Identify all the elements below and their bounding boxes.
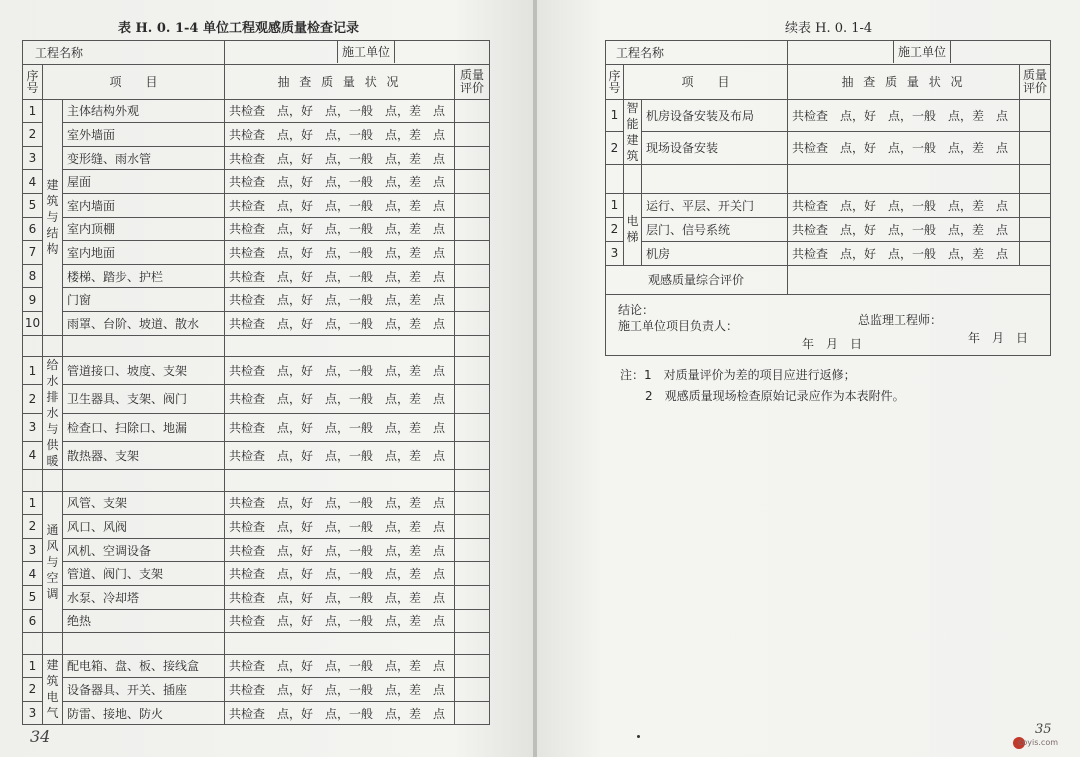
construction-unit-cell-right <box>788 41 1051 65</box>
construction-unit-label-right: 施工单位 <box>893 41 951 63</box>
blank-cell <box>23 633 43 655</box>
row-number: 5 <box>23 193 43 217</box>
page-dot <box>637 735 640 738</box>
row-number: 6 <box>23 609 43 633</box>
quality-eval <box>455 241 490 265</box>
table-row <box>23 288 490 312</box>
category-label: 给水排水与供暖 <box>43 357 63 470</box>
table-row <box>23 678 490 702</box>
row-number: 7 <box>23 241 43 265</box>
check-status: 共检查 点，好 点，一般 点，差 点 <box>225 491 455 515</box>
check-status: 共检查 点，好 点，一般 点，差 点 <box>225 288 455 312</box>
row-number: 3 <box>23 413 43 441</box>
check-status: 共检查 点，好 点，一般 点，差 点 <box>788 132 1020 165</box>
table-row <box>606 99 1051 132</box>
check-status: 共检查 点，好 点，一般 点，差 点 <box>788 241 1020 265</box>
table-row <box>23 357 490 385</box>
item-name: 层门、信号系统 <box>642 217 788 241</box>
blank-cell <box>225 470 455 492</box>
row-number: 4 <box>23 562 43 586</box>
table-row <box>23 413 490 441</box>
check-status: 共检查 点，好 点，一般 点，差 点 <box>225 385 455 413</box>
check-status: 共检查 点，好 点，一般 点，差 点 <box>225 99 455 123</box>
quality-eval <box>1020 99 1051 132</box>
quality-eval <box>455 678 490 702</box>
blank-cell <box>642 164 788 193</box>
item-name: 室外墙面 <box>63 123 225 147</box>
quality-eval <box>1020 217 1051 241</box>
row-number: 2 <box>23 515 43 539</box>
quality-eval <box>455 264 490 288</box>
note-1: 注：1 对质量评价为差的项目应进行返修； <box>620 368 856 382</box>
item-name: 绝热 <box>63 609 225 633</box>
watermark-text: coyis.com <box>1017 738 1058 747</box>
blank-cell <box>1020 164 1051 193</box>
quality-eval <box>455 217 490 241</box>
table-row <box>23 193 490 217</box>
row-number: 3 <box>606 241 624 265</box>
blank-cell <box>63 633 225 655</box>
check-status: 共检查 点，好 点，一般 点，差 点 <box>225 654 455 678</box>
right-inspection-table <box>605 40 1051 356</box>
date-left: 年 月 日 <box>802 336 863 351</box>
check-status: 共检查 点，好 点，一般 点，差 点 <box>225 146 455 170</box>
table-row <box>23 654 490 678</box>
category-label: 建筑电气 <box>43 654 63 725</box>
item-name: 管道、阀门、支架 <box>63 562 225 586</box>
check-status: 共检查 点，好 点，一般 点，差 点 <box>225 170 455 194</box>
overall-eval-value-cell <box>788 265 1051 294</box>
check-status: 共检查 点，好 点，一般 点，差 点 <box>225 357 455 385</box>
quality-eval <box>455 146 490 170</box>
item-name: 现场设备安装 <box>642 132 788 165</box>
construction-unit-cell <box>225 41 490 65</box>
project-name-label: 工程名称 <box>35 45 84 60</box>
item-name: 门窗 <box>63 288 225 312</box>
check-status: 共检查 点，好 点，一般 点，差 点 <box>225 538 455 562</box>
item-name: 运行、平层、开关门 <box>642 193 788 217</box>
table-row <box>23 585 490 609</box>
item-name: 设备器具、开关、插座 <box>63 678 225 702</box>
overall-eval-label-cell <box>606 265 788 294</box>
item-name: 散热器、支架 <box>63 441 225 469</box>
table-row <box>23 217 490 241</box>
item-name: 风管、支架 <box>63 491 225 515</box>
item-name: 卫生器具、支架、阀门 <box>63 385 225 413</box>
check-status: 共检查 点，好 点，一般 点，差 点 <box>225 217 455 241</box>
check-status: 共检查 点，好 点，一般 点，差 点 <box>788 193 1020 217</box>
group-separator <box>23 470 490 492</box>
note-2: 2 观感质量现场检查原始记录应作为本表附件。 <box>645 389 905 403</box>
project-name-cell <box>23 41 225 65</box>
blank-cell <box>43 633 63 655</box>
row-number: 5 <box>23 585 43 609</box>
category-label: 电梯 <box>624 193 642 265</box>
item-name: 室内顶棚 <box>63 217 225 241</box>
group-separator <box>606 164 1051 193</box>
row-number: 1 <box>23 654 43 678</box>
notes <box>620 365 905 407</box>
row-number: 2 <box>23 385 43 413</box>
table-row <box>23 123 490 147</box>
check-status: 共检查 点，好 点，一般 点，差 点 <box>225 562 455 586</box>
check-status: 共检查 点，好 点，一般 点，差 点 <box>225 311 455 335</box>
check-status: 共检查 点，好 点，一般 点，差 点 <box>225 241 455 265</box>
item-name: 雨罩、台阶、坡道、散水 <box>63 311 225 335</box>
page-number-right: 35 <box>1035 722 1052 737</box>
table-row <box>23 562 490 586</box>
row-number: 2 <box>23 678 43 702</box>
quality-eval <box>1020 241 1051 265</box>
table-row <box>23 609 490 633</box>
quality-eval <box>455 491 490 515</box>
col-check-header: 抽 查 质 量 状 况 <box>225 64 455 99</box>
right-table-title: 续表 H. 0. 1-4 <box>785 21 873 36</box>
row-number: 1 <box>23 357 43 385</box>
quality-eval <box>455 311 490 335</box>
row-number: 4 <box>23 441 43 469</box>
blank-cell <box>455 633 490 655</box>
check-status: 共检查 点，好 点，一般 点，差 点 <box>788 99 1020 132</box>
table-row <box>23 264 490 288</box>
category-label: 通风与空调 <box>43 491 63 633</box>
blank-cell <box>43 335 63 357</box>
quality-eval <box>455 193 490 217</box>
overall-eval-label: 观感质量综合评价 <box>648 273 745 288</box>
col-seq-header-right: 序号 <box>606 64 624 99</box>
row-number: 3 <box>23 538 43 562</box>
item-name: 室内地面 <box>63 241 225 265</box>
quality-eval <box>455 562 490 586</box>
project-manager-label: 施工单位项目负责人： <box>618 318 739 333</box>
blank-cell <box>43 470 63 492</box>
quality-eval <box>455 99 490 123</box>
quality-eval <box>455 123 490 147</box>
table-row <box>23 146 490 170</box>
quality-eval <box>455 441 490 469</box>
row-number: 1 <box>606 193 624 217</box>
conclusion-label: 结论： <box>618 302 655 317</box>
table-row <box>23 385 490 413</box>
check-status: 共检查 点，好 点，一般 点，差 点 <box>225 193 455 217</box>
table-row <box>23 241 490 265</box>
check-status: 共检查 点，好 点，一般 点，差 点 <box>225 515 455 539</box>
category-label: 建筑与结构 <box>43 99 63 335</box>
check-status: 共检查 点，好 点，一般 点，差 点 <box>225 701 455 725</box>
check-status: 共检查 点，好 点，一般 点，差 点 <box>225 609 455 633</box>
check-status: 共检查 点，好 点，一般 点，差 点 <box>225 123 455 147</box>
row-number: 4 <box>23 170 43 194</box>
item-name: 水泵、冷却塔 <box>63 585 225 609</box>
quality-eval <box>455 170 490 194</box>
item-name: 管道接口、坡度、支架 <box>63 357 225 385</box>
table-row <box>606 193 1051 217</box>
group-separator <box>23 633 490 655</box>
table-row <box>23 311 490 335</box>
quality-eval <box>455 654 490 678</box>
row-number: 1 <box>606 99 624 132</box>
left-table-title: 表 H. 0. 1-4 单位工程观感质量检查记录 <box>118 21 359 36</box>
row-number: 2 <box>23 123 43 147</box>
signature-block <box>606 294 1051 355</box>
table-row <box>23 99 490 123</box>
item-name: 检查口、扫除口、地漏 <box>63 413 225 441</box>
quality-eval <box>1020 132 1051 165</box>
check-status: 共检查 点，好 点，一般 点，差 点 <box>225 585 455 609</box>
table-row <box>23 170 490 194</box>
blank-cell <box>606 164 624 193</box>
quality-eval <box>455 609 490 633</box>
date-right: 年 月 日 <box>968 330 1029 345</box>
left-inspection-table <box>22 40 490 725</box>
quality-eval <box>1020 193 1051 217</box>
table-row <box>606 132 1051 165</box>
item-name: 屋面 <box>63 170 225 194</box>
item-name: 配电箱、盘、板、接线盒 <box>63 654 225 678</box>
blank-cell <box>455 335 490 357</box>
blank-cell <box>788 164 1020 193</box>
blank-cell <box>225 335 455 357</box>
item-name: 主体结构外观 <box>63 99 225 123</box>
check-status: 共检查 点，好 点，一般 点，差 点 <box>788 217 1020 241</box>
row-number: 8 <box>23 264 43 288</box>
col-item-header-right: 项 目 <box>624 64 788 99</box>
group-separator <box>23 335 490 357</box>
blank-cell <box>225 633 455 655</box>
check-status: 共检查 点，好 点，一般 点，差 点 <box>225 441 455 469</box>
table-row <box>23 515 490 539</box>
project-name-cell-right <box>606 41 788 65</box>
item-name: 防雷、接地、防火 <box>63 701 225 725</box>
col-seq-header: 序号 <box>23 64 43 99</box>
table-row <box>23 701 490 725</box>
project-name-label-right: 工程名称 <box>616 45 665 60</box>
quality-eval <box>455 701 490 725</box>
item-name: 风口、风阀 <box>63 515 225 539</box>
item-name: 机房设备安装及布局 <box>642 99 788 132</box>
blank-cell <box>63 470 225 492</box>
quality-eval <box>455 357 490 385</box>
item-name: 变形缝、雨水管 <box>63 146 225 170</box>
table-row <box>23 491 490 515</box>
quality-eval <box>455 515 490 539</box>
row-number: 1 <box>23 491 43 515</box>
item-name: 机房 <box>642 241 788 265</box>
chief-supervisor-label: 总监理工程师： <box>858 312 943 327</box>
row-number: 2 <box>606 132 624 165</box>
blank-cell <box>455 470 490 492</box>
item-name: 楼梯、踏步、护栏 <box>63 264 225 288</box>
item-name: 室内墙面 <box>63 193 225 217</box>
blank-cell <box>624 164 642 193</box>
table-row <box>23 538 490 562</box>
col-eval-header-right: 质量评价 <box>1020 64 1051 99</box>
row-number: 3 <box>23 701 43 725</box>
blank-cell <box>23 470 43 492</box>
row-number: 1 <box>23 99 43 123</box>
table-row <box>606 217 1051 241</box>
row-number: 6 <box>23 217 43 241</box>
quality-eval <box>455 413 490 441</box>
table-row <box>23 441 490 469</box>
blank-cell <box>23 335 43 357</box>
row-number: 3 <box>23 146 43 170</box>
check-status: 共检查 点，好 点，一般 点，差 点 <box>225 413 455 441</box>
row-number: 2 <box>606 217 624 241</box>
check-status: 共检查 点，好 点，一般 点，差 点 <box>225 264 455 288</box>
construction-unit-label: 施工单位 <box>337 41 395 63</box>
table-row <box>606 241 1051 265</box>
col-check-header-right: 抽 查 质 量 状 况 <box>788 64 1020 99</box>
item-name: 风机、空调设备 <box>63 538 225 562</box>
row-number: 10 <box>23 311 43 335</box>
category-label: 智能建筑 <box>624 99 642 164</box>
blank-cell <box>63 335 225 357</box>
col-eval-header: 质量评价 <box>455 64 490 99</box>
quality-eval <box>455 538 490 562</box>
row-number: 9 <box>23 288 43 312</box>
quality-eval <box>455 288 490 312</box>
check-status: 共检查 点，好 点，一般 点，差 点 <box>225 678 455 702</box>
quality-eval <box>455 385 490 413</box>
col-item-header: 项 目 <box>43 64 225 99</box>
page-number-left: 34 <box>30 727 51 746</box>
quality-eval <box>455 585 490 609</box>
